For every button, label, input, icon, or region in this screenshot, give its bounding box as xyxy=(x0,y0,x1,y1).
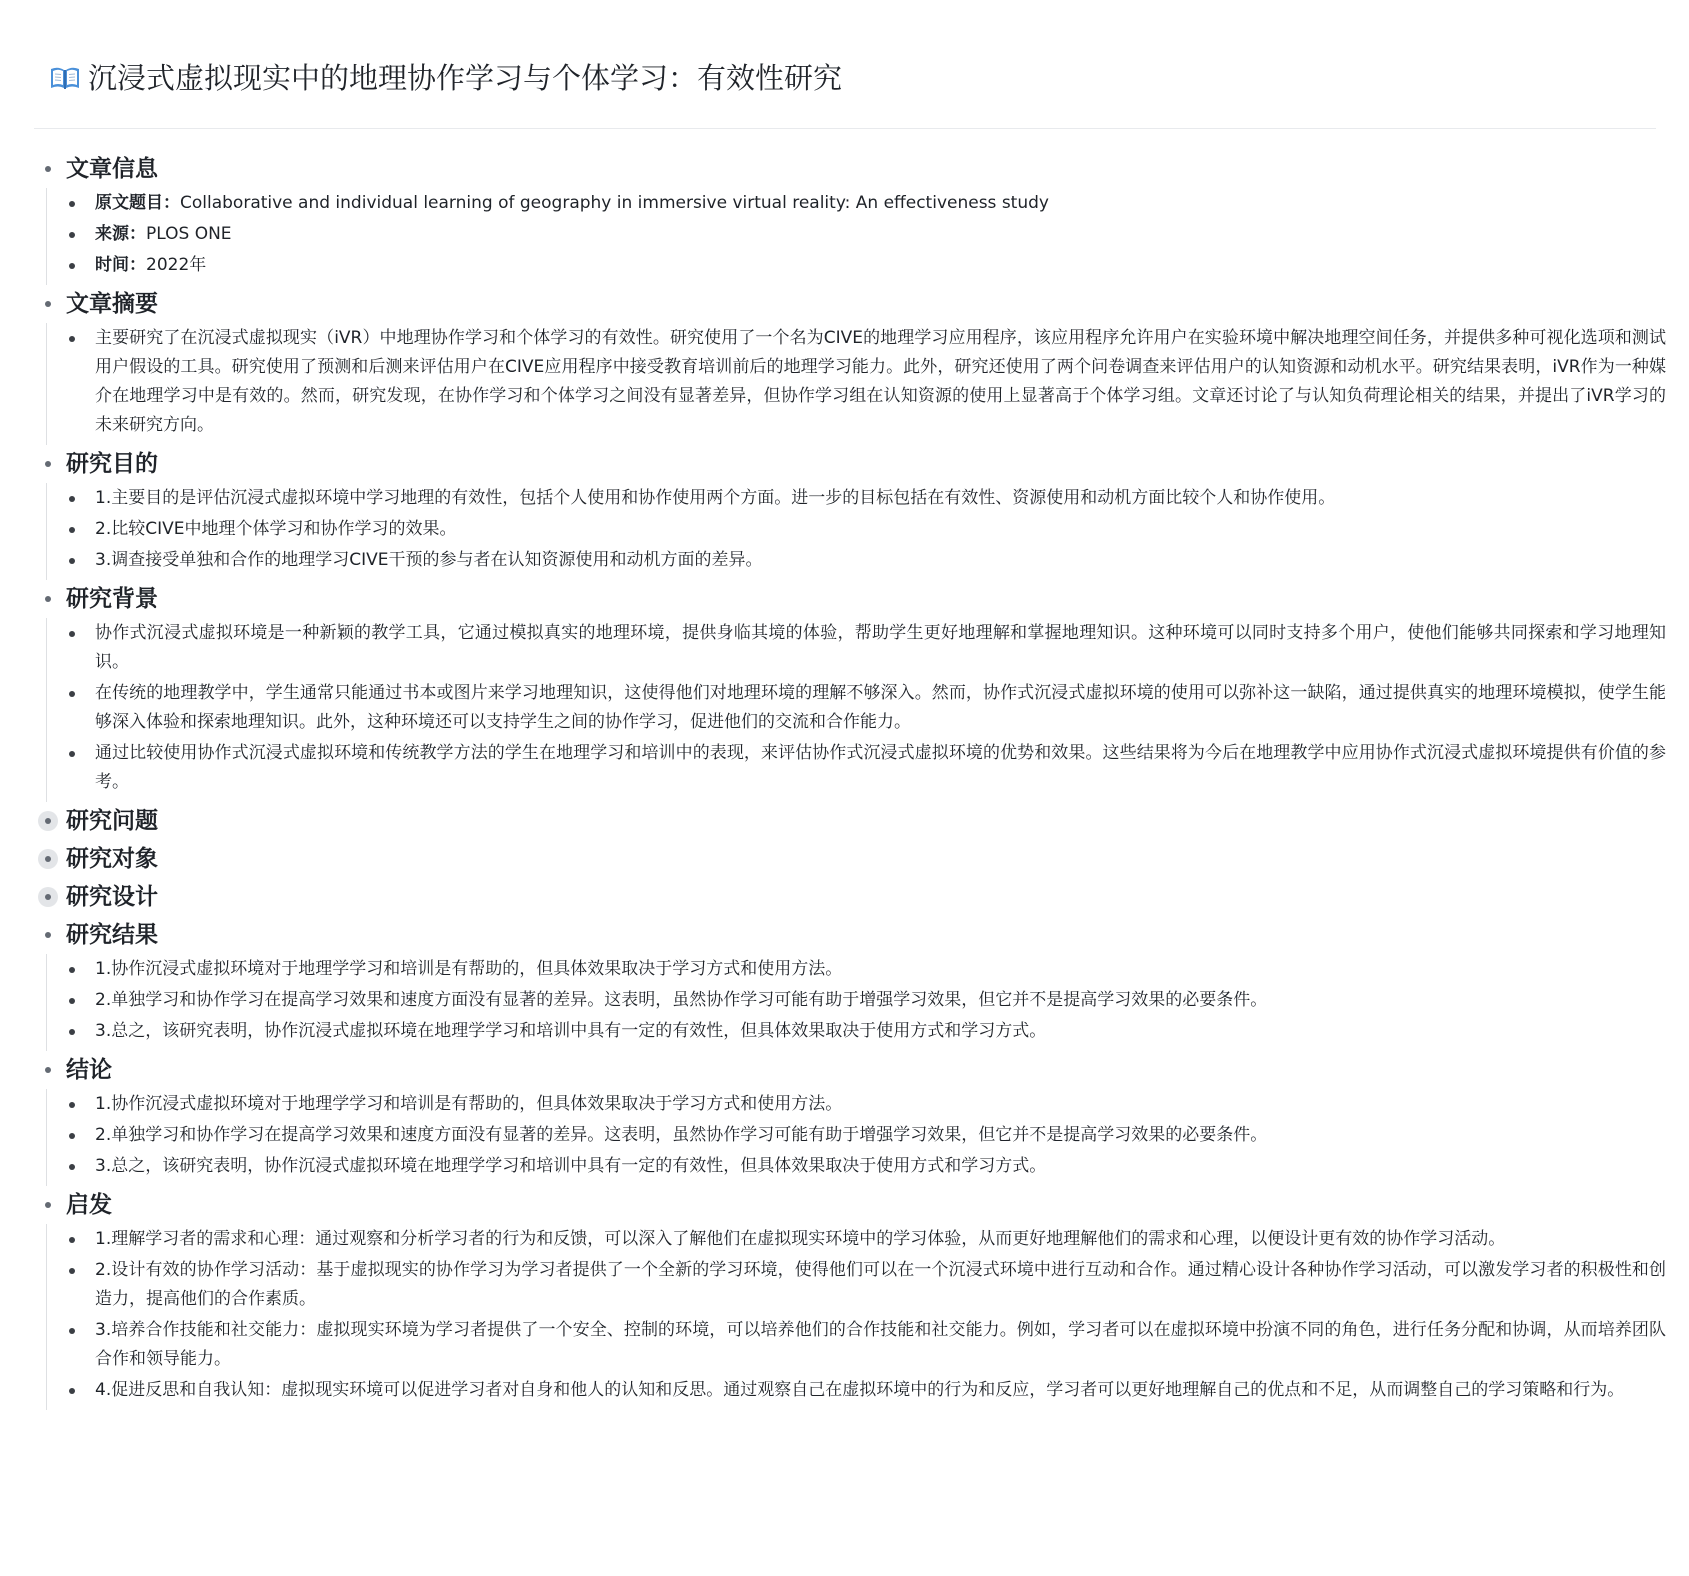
list-item[interactable] xyxy=(65,618,1666,678)
item-bullet-icon[interactable] xyxy=(69,1017,87,1046)
item-text[interactable] xyxy=(87,1017,1666,1046)
node-bullet-icon[interactable] xyxy=(36,1058,60,1082)
item-value: 3.调查接受单独和合作的地理学习CIVE干预的参与者在认知资源使用和动机方面的差异。 xyxy=(95,550,763,570)
item-value: 在传统的地理教学中，学生通常只能通过书本或图片来学习地理知识，这使得他们对地理环境的理解不够深入。然而，协作式沉浸式虚拟环境的使用可以弥补这一缺陷，通过提供真实的地理环境模拟，使学生能够深入体验和探索地理知识。此外，这种环境还可以支持学生之间的协作学习，促进他们的交流和合作能力。 xyxy=(95,683,1666,732)
page-title: 沉浸式虚拟现实中的地理协作学习与个体学习：有效性研究 xyxy=(88,61,843,95)
list-item[interactable] xyxy=(65,1255,1666,1315)
section-children xyxy=(46,483,1666,580)
list-item[interactable] xyxy=(65,1151,1666,1182)
section-heading[interactable]: 文章信息 xyxy=(66,156,158,182)
outline xyxy=(34,150,1666,1410)
section-heading-row[interactable] xyxy=(34,802,1666,840)
list-item[interactable] xyxy=(65,678,1666,738)
item-bullet-icon[interactable] xyxy=(69,1152,87,1181)
item-text[interactable] xyxy=(87,679,1666,737)
item-bullet-icon[interactable] xyxy=(69,484,87,513)
item-value: 2.设计有效的协作学习活动：基于虚拟现实的协作学习为学习者提供了一个全新的学习环境，使得他们可以在一个沉浸式环境中进行互动和合作。通过精心设计各种协作学习活动，可以激发学习者的积极性和创造力，提高他们的合作素质。 xyxy=(95,1260,1666,1309)
title-row xyxy=(48,58,1649,98)
collapsed-node-bullet-icon[interactable] xyxy=(36,847,60,871)
item-bullet-icon[interactable] xyxy=(69,619,87,648)
item-value: 主要研究了在沉浸式虚拟现实（iVR）中地理协作学习和个体学习的有效性。研究使用了一个名为CIVE的地理学习应用程序，该应用程序允许用户在实验环境中解决地理空间任务，并提供多种可视化选项和测试用户假设的工具。研究使用了预测和后测来评估用户在CIVE应用程序中接受教育培训前后的地理学习能力。此外，研究还使用了两个问卷调查来评估用户的认知资源和动机水平。研究结果表明，iVR作为一种媒介在地理学习中是有效的。然而，研究发现，在协作学习和个体学习之间没有显著差异，但协作学习组在认知资源的使用上显著高于个体学习组。文章还讨论了与认知负荷理论相关的结果，并提出了iVR学习的未来研究方向。 xyxy=(95,328,1666,435)
list-item[interactable] xyxy=(65,738,1666,798)
title-divider xyxy=(34,128,1656,129)
item-bullet-icon[interactable] xyxy=(69,220,87,249)
section-children xyxy=(46,323,1666,445)
item-text[interactable] xyxy=(87,546,1666,575)
item-bullet-icon[interactable] xyxy=(69,324,87,353)
item-value: 3.培养合作技能和社交能力：虚拟现实环境为学习者提供了一个安全、控制的环境，可以培养他们的合作技能和社交能力。例如，学习者可以在虚拟环境中扮演不同的角色，进行任务分配和协调，从而培养团队合作和领导能力。 xyxy=(95,1320,1666,1369)
node-bullet-icon[interactable] xyxy=(36,587,60,611)
outline-section xyxy=(34,878,1666,916)
node-bullet-icon[interactable] xyxy=(36,452,60,476)
node-bullet-icon[interactable] xyxy=(36,157,60,181)
item-text[interactable] xyxy=(87,1316,1666,1374)
outline-section xyxy=(34,916,1666,1051)
item-bullet-icon[interactable] xyxy=(69,955,87,984)
section-heading-row[interactable] xyxy=(34,445,1666,483)
list-item[interactable] xyxy=(65,514,1666,545)
item-text[interactable] xyxy=(87,189,1666,218)
section-children xyxy=(46,618,1666,802)
item-bullet-icon[interactable] xyxy=(69,1316,87,1345)
section-heading[interactable]: 结论 xyxy=(66,1057,112,1083)
list-item[interactable] xyxy=(65,1224,1666,1255)
node-bullet-icon[interactable] xyxy=(36,1193,60,1217)
item-value: Collaborative and individual learning of geography in immersive virtual reality: An effectiveness study xyxy=(180,193,1049,213)
outline-section xyxy=(34,580,1666,802)
open-book-icon xyxy=(48,63,82,93)
list-item[interactable] xyxy=(65,545,1666,576)
item-value: 协作式沉浸式虚拟环境是一种新颖的教学工具，它通过模拟真实的地理环境，提供身临其境的体验，帮助学生更好地理解和掌握地理知识。这种环境可以同时支持多个用户，使他们能够共同探索和学习地理知识。 xyxy=(95,623,1666,672)
item-bullet-icon[interactable] xyxy=(69,515,87,544)
collapsed-node-bullet-icon[interactable] xyxy=(36,809,60,833)
section-heading[interactable]: 研究目的 xyxy=(66,451,158,477)
item-bullet-icon[interactable] xyxy=(69,189,87,218)
list-item[interactable] xyxy=(65,985,1666,1016)
item-bullet-icon[interactable] xyxy=(69,1256,87,1285)
item-text[interactable] xyxy=(87,1376,1666,1405)
item-bullet-icon[interactable] xyxy=(69,986,87,1015)
list-item[interactable] xyxy=(65,954,1666,985)
item-value: 2022年 xyxy=(146,255,207,275)
item-bullet-icon[interactable] xyxy=(69,1090,87,1119)
item-text[interactable] xyxy=(87,739,1666,797)
outline-section xyxy=(34,445,1666,580)
section-children xyxy=(46,954,1666,1051)
item-text[interactable] xyxy=(87,484,1666,513)
section-heading-row[interactable] xyxy=(34,1051,1666,1089)
item-text[interactable] xyxy=(87,1152,1666,1181)
section-heading-row[interactable] xyxy=(34,916,1666,954)
item-text[interactable] xyxy=(87,619,1666,677)
outline-section xyxy=(34,285,1666,445)
item-value: 1.理解学习者的需求和心理：通过观察和分析学习者的行为和反馈，可以深入了解他们在虚拟现实环境中的学习体验，从而更好地理解他们的需求和心理，以便设计更有效的协作学习活动。 xyxy=(95,1229,1506,1249)
item-text[interactable] xyxy=(87,220,1666,249)
section-heading-row[interactable] xyxy=(34,1186,1666,1224)
item-text[interactable] xyxy=(87,251,1666,280)
section-heading[interactable]: 文章摘要 xyxy=(66,291,158,317)
item-value: 通过比较使用协作式沉浸式虚拟环境和传统教学方法的学生在地理学习和培训中的表现，来评估协作式沉浸式虚拟环境的优势和效果。这些结果将为今后在地理教学中应用协作式沉浸式虚拟环境提供有价值的参考。 xyxy=(95,743,1666,792)
section-heading[interactable]: 研究设计 xyxy=(66,884,158,910)
item-text[interactable] xyxy=(87,986,1666,1015)
item-bullet-icon[interactable] xyxy=(69,1225,87,1254)
node-bullet-icon[interactable] xyxy=(36,292,60,316)
list-item[interactable] xyxy=(65,1016,1666,1047)
item-text[interactable] xyxy=(87,515,1666,544)
outline-section xyxy=(34,150,1666,285)
item-bullet-icon[interactable] xyxy=(69,251,87,280)
item-value: 4.促进反思和自我认知：虚拟现实环境可以促进学习者对自身和他人的认知和反思。通过观察自己在虚拟环境中的行为和反应，学习者可以更好地理解自己的优点和不足，从而调整自己的学习策略和行为。 xyxy=(95,1380,1625,1400)
item-bullet-icon[interactable] xyxy=(69,739,87,768)
item-key: 时间： xyxy=(95,255,146,275)
section-heading[interactable]: 研究对象 xyxy=(66,846,158,872)
list-item[interactable] xyxy=(65,1375,1666,1406)
section-heading-row[interactable] xyxy=(34,878,1666,916)
list-item[interactable] xyxy=(65,1120,1666,1151)
section-heading[interactable]: 研究背景 xyxy=(66,586,158,612)
outline-section xyxy=(34,1186,1666,1410)
list-item[interactable] xyxy=(65,1089,1666,1120)
section-heading[interactable]: 研究问题 xyxy=(66,808,158,834)
outline-section xyxy=(34,840,1666,878)
item-text[interactable] xyxy=(87,324,1666,440)
item-value: 1.主要目的是评估沉浸式虚拟环境中学习地理的有效性，包括个人使用和协作使用两个方面。进一步的目标包括在有效性、资源使用和动机方面比较个人和协作使用。 xyxy=(95,488,1336,508)
item-key: 来源： xyxy=(95,224,146,244)
item-value: 1.协作沉浸式虚拟环境对于地理学学习和培训是有帮助的，但具体效果取决于学习方式和使用方法。 xyxy=(95,1094,843,1114)
item-value: 2.单独学习和协作学习在提高学习效果和速度方面没有显著的差异。这表明，虽然协作学习可能有助于增强学习效果，但它并不是提高学习效果的必要条件。 xyxy=(95,1125,1268,1145)
item-text[interactable] xyxy=(87,1256,1666,1314)
item-bullet-icon[interactable] xyxy=(69,679,87,708)
section-heading-row[interactable] xyxy=(34,285,1666,323)
item-text[interactable] xyxy=(87,955,1666,984)
outline-section xyxy=(34,1051,1666,1186)
node-bullet-icon[interactable] xyxy=(36,923,60,947)
list-item[interactable] xyxy=(65,483,1666,514)
section-heading[interactable]: 研究结果 xyxy=(66,922,158,948)
section-heading-row[interactable] xyxy=(34,150,1666,188)
collapsed-node-bullet-icon[interactable] xyxy=(36,885,60,909)
section-children xyxy=(46,1224,1666,1410)
section-heading-row[interactable] xyxy=(34,840,1666,878)
item-bullet-icon[interactable] xyxy=(69,546,87,575)
list-item[interactable] xyxy=(65,323,1666,441)
item-value: PLOS ONE xyxy=(146,224,232,244)
section-children xyxy=(46,188,1666,285)
item-value: 2.比较CIVE中地理个体学习和协作学习的效果。 xyxy=(95,519,457,539)
outline-section xyxy=(34,802,1666,840)
item-text[interactable] xyxy=(87,1090,1666,1119)
item-value: 2.单独学习和协作学习在提高学习效果和速度方面没有显著的差异。这表明，虽然协作学习可能有助于增强学习效果，但它并不是提高学习效果的必要条件。 xyxy=(95,990,1268,1010)
list-item[interactable] xyxy=(65,188,1666,219)
item-value: 3.总之，该研究表明，协作沉浸式虚拟环境在地理学学习和培训中具有一定的有效性，但具体效果取决于使用方式和学习方式。 xyxy=(95,1021,1047,1041)
list-item[interactable] xyxy=(65,219,1666,250)
item-value: 1.协作沉浸式虚拟环境对于地理学学习和培训是有帮助的，但具体效果取决于学习方式和使用方法。 xyxy=(95,959,843,979)
item-bullet-icon[interactable] xyxy=(69,1121,87,1150)
list-item[interactable] xyxy=(65,1315,1666,1375)
item-bullet-icon[interactable] xyxy=(69,1376,87,1405)
section-children xyxy=(46,1089,1666,1186)
item-key: 原文题目： xyxy=(95,193,180,213)
item-text[interactable] xyxy=(87,1225,1666,1254)
item-text[interactable] xyxy=(87,1121,1666,1150)
item-value: 3.总之，该研究表明，协作沉浸式虚拟环境在地理学学习和培训中具有一定的有效性，但具体效果取决于使用方式和学习方式。 xyxy=(95,1156,1047,1176)
section-heading-row[interactable] xyxy=(34,580,1666,618)
list-item[interactable] xyxy=(65,250,1666,281)
section-heading[interactable]: 启发 xyxy=(66,1192,112,1218)
